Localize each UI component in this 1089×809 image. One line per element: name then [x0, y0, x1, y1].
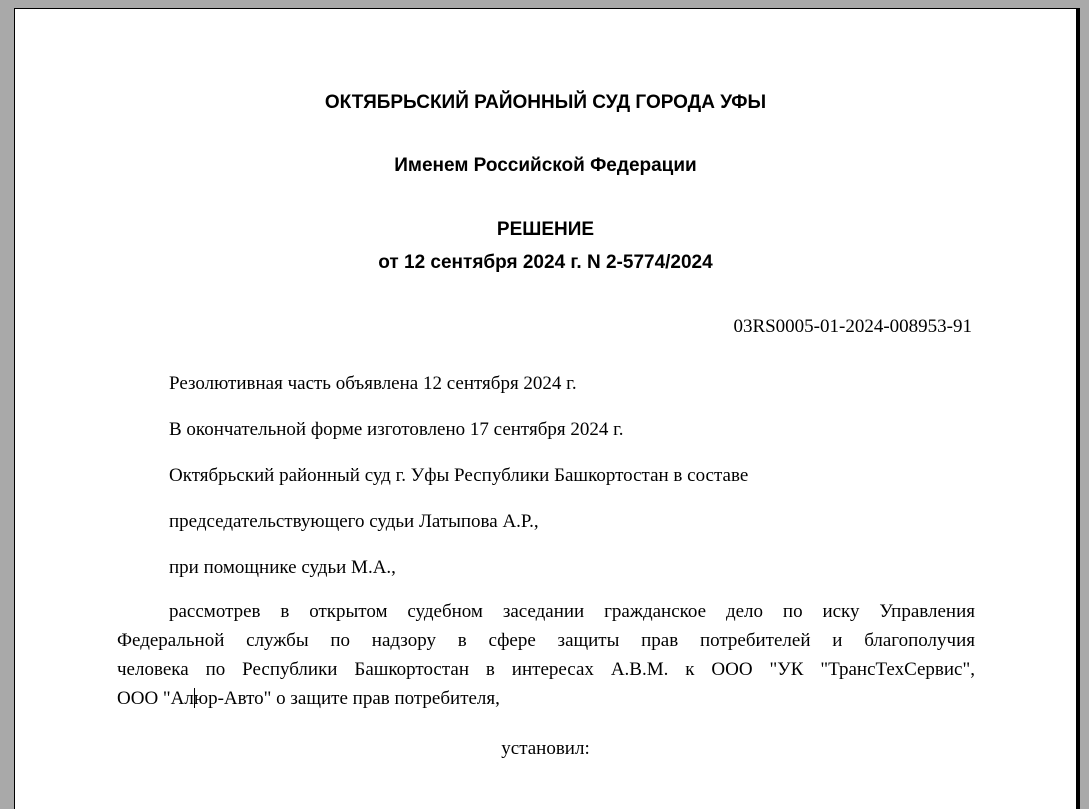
final-form-paragraph: В окончательной форме изготовлено 17 сентября 2024 г.: [169, 419, 624, 440]
in-name-of-heading: Именем Российской Федерации: [394, 155, 697, 176]
case-description-text-after-cursor: юр-Авто" о защите прав потребителя,: [193, 688, 500, 709]
case-description-text-before-cursor: ООО "Ал: [117, 688, 194, 709]
case-description-line: рассмотрев в открытом судебном заседании гражданское дело по иску Управления: [169, 601, 975, 622]
case-description-line: Федеральной службы по надзору в сфере защиты прав потребителей и благополучия: [117, 630, 975, 651]
case-description-line: человека по Республики Башкортостан в интересах А.В.М. к ООО "УК "ТрансТехСервис",: [117, 659, 975, 680]
presiding-judge-paragraph: председательствующего судьи Латыпова А.Р.,: [169, 511, 539, 532]
document-page: [14, 8, 1077, 809]
case-identifier: 03RS0005-01-2024-008953-91: [733, 316, 972, 337]
case-description-last-line: [117, 688, 500, 710]
resolutive-part-paragraph: Резолютивная часть объявлена 12 сентября 2024 г.: [169, 373, 577, 394]
document-type-heading: РЕШЕНИЕ: [496, 219, 595, 240]
judge-assistant-paragraph: при помощнике судьи М.А.,: [169, 557, 396, 578]
document-date-number: от 12 сентября 2024 г. N 2-5774/2024: [378, 252, 713, 273]
court-composition-paragraph: Октябрьский районный суд г. Уфы Республики Башкортостан в составе: [169, 465, 749, 486]
established-heading: установил:: [501, 738, 590, 759]
court-name-heading: ОКТЯБРЬСКИЙ РАЙОННЫЙ СУД ГОРОДА УФЫ: [324, 92, 767, 113]
